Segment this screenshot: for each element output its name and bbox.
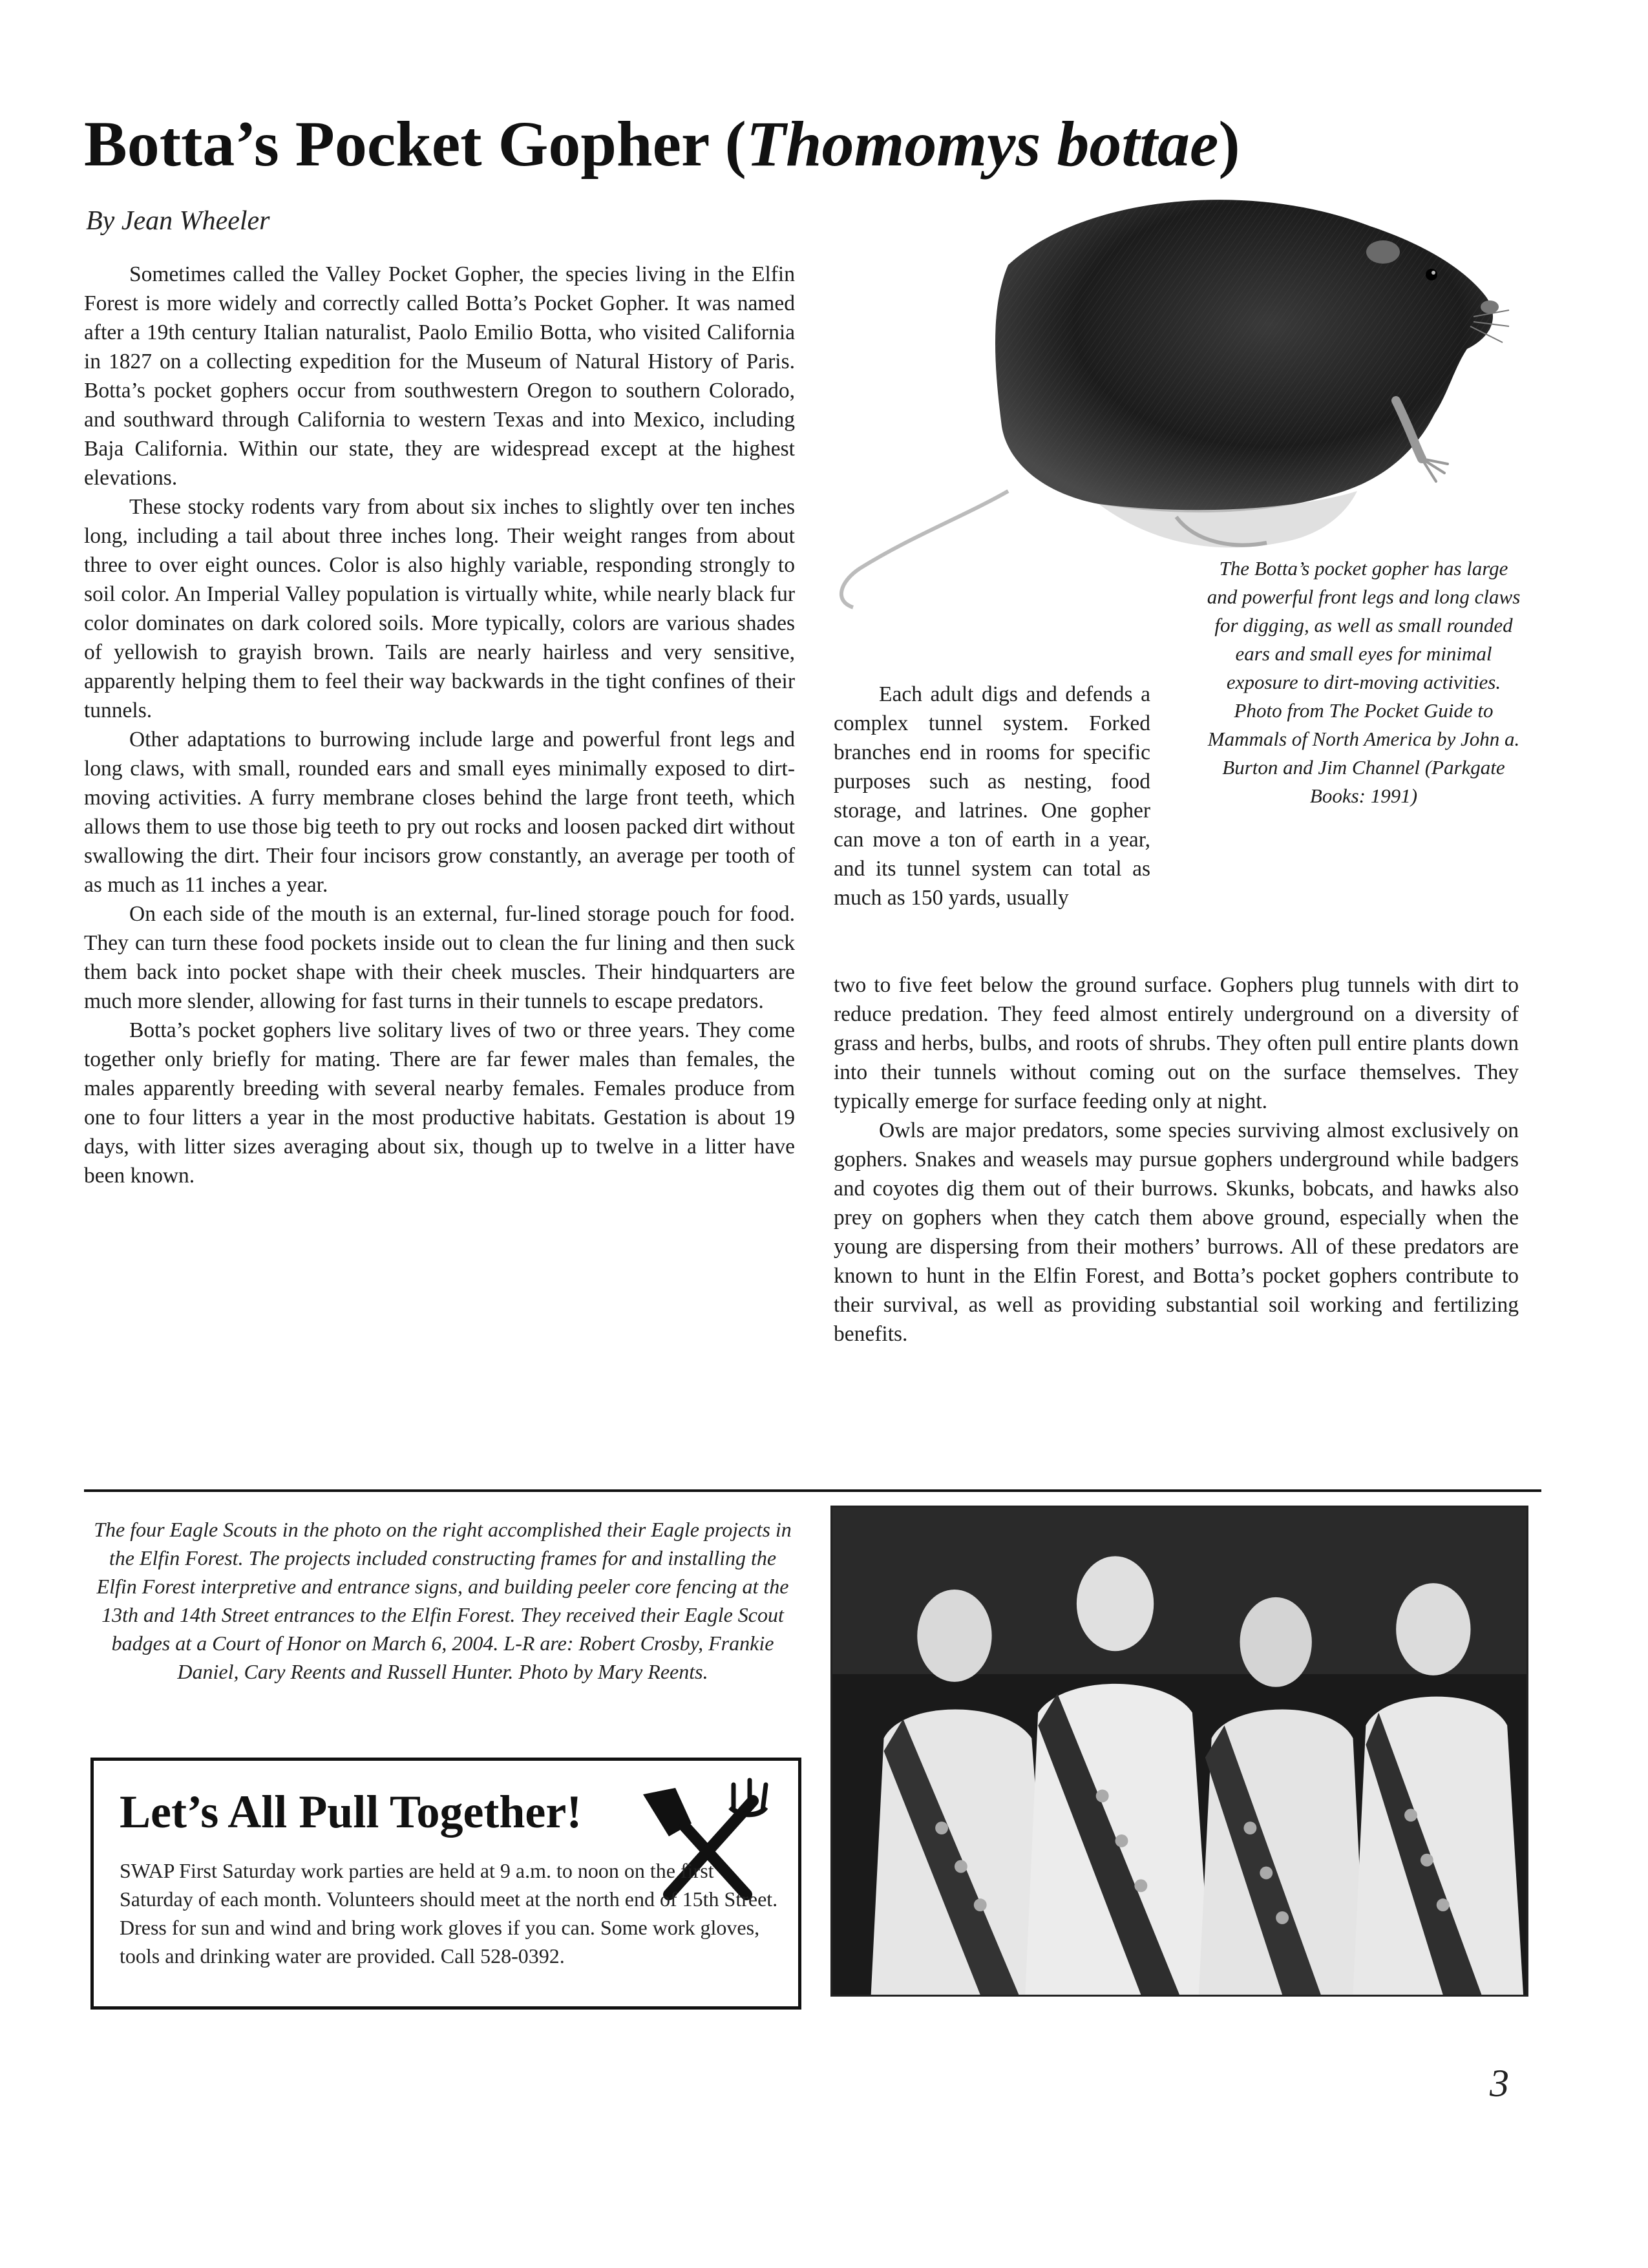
article-right-column [834,971,1519,1349]
volunteer-title: Let’s All Pull Together! [120,1786,582,1838]
article-paragraph: Each adult digs and defends a complex tunnel system. Forked branches end in rooms for specific purposes such as nesting, food storage, and latrines. One gopher can move a ton of earth in a year, and its tunnel system can total as much as 150 yards, usually [834,682,1150,910]
title-close: ) [1218,108,1240,180]
title-scientific-name: Thomomys bottae [746,108,1219,180]
article-paragraph: Owls are major predators, some species surviving almost exclusively on gophers. Snakes and weasels may pursue gophers underground while badgers and coyotes dig them out of their burrows. Skunks, bobcats, and hawks also prey on gophers when they catch them above ground, especially when the young are dispersing from their mothers’ burrows. All of these predators are known to hunt in the Elfin Forest, and Botta’s pocket gophers contribute to their survival, as well as providing substantial soil working and fertilizing benefits. [834,1118,1519,1346]
article-paragraph: Botta’s pocket gophers live solitary lives of two or three years. They come together only briefly for mating. There are far fewer males than females, the males apparently breeding with several nearby females. Females produce from one to four litters a year in the most productive habitats. Gestation is about 19 days, with litter sizes averaging about six, though up to twelve in a litter have been known. [84,1018,795,1188]
article-paragraph: Other adaptations to burrowing include large and powerful front legs and long claws, with small, rounded ears and small eyes minimally exposed to dirt-moving activities. A furry membrane closes behind the large front teeth, which allows them to use those big teeth to pry out rocks and loosen packed dirt without swallowing the dirt. Their four incisors grow constantly, an average per tooth of as much as 11 inches a year. [84,728,795,897]
volunteer-notice-box [90,1758,801,2010]
caption-credit: Photo from The Pocket Guide to Mammals of North America by John a. Burton and Jim Channel (Parkgate Books: 1991) [1207,699,1520,807]
article-left-column [84,260,795,1190]
article-middle-column [834,680,1150,912]
gopher-photo-caption [1202,554,1525,810]
caption-description: The Botta’s pocket gopher has large and powerful front legs and long claws for digging, as well as small rounded ears and small eyes for minimal exposure to dirt-moving activities. [1207,557,1521,693]
article-paragraph: On each side of the mouth is an external, fur-lined storage pouch for food. They can turn these food pockets inside out to clean the fur lining and then suck them back into pocket shape with their cheek muscles. Their hindquarters are much more slender, allowing for fast turns in their tunnels to escape predators. [84,902,795,1013]
section-divider [84,1489,1541,1492]
article-paragraph: two to five feet below the ground surface. Gophers plug tunnels with dirt to reduce predation. They feed almost entirely underground on a diversity of grass and herbs, bulbs, and roots of shrubs. They often pull entire plants down into their tunnels without coming out on the surface themselves. They typically emerge for surface feeding only at night. [834,973,1519,1113]
title-main: Botta’s Pocket Gopher ( [84,108,746,180]
page-number: 3 [1490,2062,1509,2105]
article-paragraph: These stocky rodents vary from about six inches to slightly over ten inches long, including a tail about three inches long. Their weight ranges from about three to over eight ounces. Color is also highly variable, responding strongly to soil color. An Imperial Valley population is virtually white, while nearly black fur color dominates on dark colored soils. More typically, colors are various shades of yellowish to grayish brown. Tails are nearly hairless and very sensitive, apparently helping them to feel their way backwards in the tight confines of their tunnels. [84,495,795,722]
scouts-photo-caption: The four Eagle Scouts in the photo on the right accomplished their Eagle projects in the Elfin Forest. The projects included constructing frames for and installing the Elfin Forest interpretive and entrance signs, and building peeler core fencing at the 13th and 14th Street entrances to the Elfin Forest. They received their Eagle Scout badges at a Court of Honor on March 6, 2004. L-R are: Robert Crosby, Frankie Daniel, Cary Reents and Russell Hunter. Photo by Mary Reents. [94,1518,792,1683]
eagle-scouts-photo [830,1506,1528,1997]
byline: By Jean Wheeler [86,206,270,236]
article-paragraph: Sometimes called the Valley Pocket Gopher, the species living in the Elfin Forest is more widely and correctly called Botta’s Pocket Gopher. It was named after a 19th century Italian naturalist, Paolo Emilio Botta, who visited California in 1827 on a collecting expedition for the Museum of Natural History of Paris. Botta’s pocket gophers occur from southwestern Oregon to southern Colorado, and southward through California to western Texas and into Mexico, including Baja California. Within our state, they are widespread except at the highest elevations. [84,262,795,490]
volunteer-text: SWAP First Saturday work parties are held at 9 a.m. to noon on the first Saturday of each month. Volunteers should meet at the north end of 15th Street. Dress for sun and wind and bring work gloves if you can. Some work gloves, tools and drinking water are provided. Call 528-0392. [120,1859,778,1968]
